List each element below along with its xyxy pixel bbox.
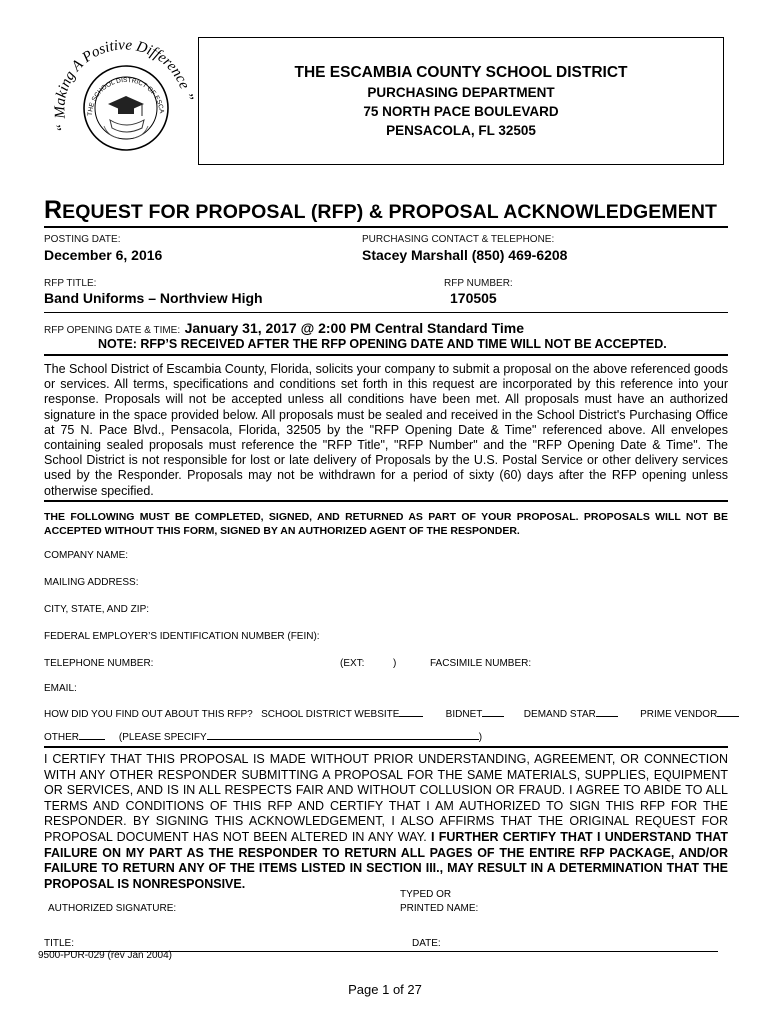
posting-date-value: December 6, 2016 [44,247,163,263]
ext-close-label: ) [393,658,397,669]
opening-date-line [44,320,524,338]
completion-instructions: THE FOLLOWING MUST BE COMPLETED, SIGNED, AND RETURNED AS PART OF YOUR PROPOSAL. PROPOSALS WILL NOT BE ACCEPTED WITHOUT THIS FORM, SIGNED BY AN AUTHORIZED AGENT OF THE RESPONDER. [44,511,728,537]
rfp-title-value: Band Uniforms – Northview High [44,290,263,306]
referral-source-line [44,707,739,720]
prime-vendor-blank[interactable] [717,707,739,717]
bidnet-blank[interactable] [482,707,504,717]
svg-text:“ Making A Positive Difference: “ Making A Positive Difference ” [52,38,196,134]
option-demand-star[interactable]: DEMAND STAR [523,709,596,720]
title-field[interactable]: TITLE: [44,938,75,949]
ext-open-label: (EXT: [340,658,365,669]
authorized-signature-field[interactable]: AUTHORIZED SIGNATURE: [48,903,177,914]
option-prime-vendor[interactable]: PRIME VENDOR [640,709,718,720]
certification-text: I CERTIFY THAT THIS PROPOSAL IS MADE WITHOUT PRIOR UNDERSTANDING, AGREEMENT, OR CONNECTION WITH ANY OTHER RESPONDER SUBMITTING A PROPOSAL FOR THE SAME MATERIALS, SUPPLIES, EQUIPMENT OR SERVICES, AND IS IN ALL RESPECTS FAIR AND WITHOUT COLLUSION OR FRAUD. I AGREE TO ABIDE TO ALL TERMS AND CONDITIONS OF THIS RFP AND CERTIFY THAT I AM AUTHORIZED TO SIGN THIS RFP FOR THE RESPONDER. BY SIGNING THIS ACKNOWLEDGEMENT, I ALSO AFFIRMS THAT THE ORIGINAL REQUEST FOR PROPOSAL DOCUMENT HAS NOT BEEN ALTERED IN ANY WAY. [44,752,728,844]
certification-statement [44,752,728,892]
department-name: PURCHASING DEPARTMENT [367,85,555,100]
facsimile-field[interactable]: FACSIMILE NUMBER: [430,658,532,669]
typed-or-label: TYPED OR [400,889,452,900]
city-state-zip-field[interactable]: CITY, STATE, AND ZIP: [44,604,150,615]
district-header-box [198,37,724,165]
late-proposal-note: NOTE: RFP’S RECEIVED AFTER THE RFP OPENING DATE AND TIME WILL NOT BE ACCEPTED. [98,337,667,351]
company-name-field[interactable]: COMPANY NAME: [44,550,129,561]
page-number: Page 1 of 27 [348,982,422,997]
referral-question: HOW DID YOU FIND OUT ABOUT THIS RFP? [44,709,253,720]
demand-star-blank[interactable] [596,707,618,717]
street-address: 75 NORTH PACE BOULEVARD [363,104,559,119]
form-code: 9500-PUR-029 (rev Jan 2004) [38,950,172,961]
paragraph-divider [44,500,728,502]
other-blank[interactable] [79,730,105,740]
svg-text:THE SCHOOL DISTRICT OF ESCAMBI: THE SCHOOL DISTRICT OF ESCA [86,76,165,117]
website-blank[interactable] [399,707,423,717]
other-source-line [44,730,482,743]
title-first-letter: R [44,196,63,224]
telephone-field[interactable]: TELEPHONE NUMBER: [44,658,154,669]
specify-close-paren: ) [478,732,483,743]
opening-date-value: January 31, 2017 @ 2:00 PM Central Standard Time [184,320,525,336]
title-rest: EQUEST FOR PROPOSAL (RFP) & PROPOSAL ACKNOWLEDGEMENT [62,201,718,223]
printed-name-field[interactable]: PRINTED NAME: [400,903,479,914]
option-other[interactable]: OTHER [44,732,79,743]
rfp-number-value: 170505 [450,290,497,306]
solicitation-paragraph: The School District of Escambia County, Florida, solicits your company to submit a proposal on the above referenced goods or services. All terms, specifications and conditions set forth in this request are incorporated by this reference into your response. Proposals will not be accepted unless all conditions have been met. All proposals must have an authorized signature in the space provided below. All proposals must be sealed and received in the School District's Purchasing Office at 75 N. Pace Blvd., Pensacola, Florida, 32505 by the "RFP Opening Date & Time" referenced above. All envelopes containing sealed proposals must reference the "RFP Title", "RFP Number" and the "RFP Opening Date & Time". The School District is not responsible for lost or late delivery of Proposals by the U.S. Postal Service or other delivery services used by the Responder. Proposals may not be withdrawn for a period of sixty (60) days after the RFP opening unless otherwise specified. [44,362,728,498]
city-address: PENSACOLA, FL 32505 [386,123,536,138]
opening-date-label: RFP OPENING DATE & TIME: [44,325,181,336]
posting-date-label: POSTING DATE: [44,234,121,245]
email-field[interactable]: EMAIL: [44,683,77,694]
fields-divider [44,312,728,313]
mailing-address-field[interactable]: MAILING ADDRESS: [44,577,139,588]
date-field[interactable]: DATE: [412,938,441,949]
document-title [44,196,717,225]
please-specify-blank[interactable] [207,730,479,740]
district-seal-logo [48,38,196,168]
certification-bold-text: I FURTHER CERTIFY THAT I UNDERSTAND THAT FAILURE ON MY PART AS THE RESPONDER TO RETURN ALL PAGES OF THE ENTIRE RFP PACKAGE, AND/OR FAILURE TO RETURN ANY OF THE ITEMS LISTED IN SECTION III., MAY RESULT IN A DETERMINATION THAT THE PROPOSAL IS NONRESPONSIVE. [44,829,728,891]
fein-field[interactable]: FEDERAL EMPLOYER’S IDENTIFICATION NUMBER (FEIN): [44,631,320,642]
form-divider [44,746,728,748]
please-specify-label: (PLEASE SPECIFY [118,732,207,743]
contact-value: Stacey Marshall (850) 469-6208 [362,247,568,263]
rfp-title-label: RFP TITLE: [44,278,97,289]
title-divider [44,226,728,228]
contact-label: PURCHASING CONTACT & TELEPHONE: [362,234,555,245]
district-name: THE ESCAMBIA COUNTY SCHOOL DISTRICT [294,64,628,81]
option-school-website[interactable]: SCHOOL DISTRICT WEBSITE [261,709,400,720]
rfp-number-label: RFP NUMBER: [444,278,513,289]
option-bidnet[interactable]: BIDNET [445,709,483,720]
note-divider [44,354,728,356]
